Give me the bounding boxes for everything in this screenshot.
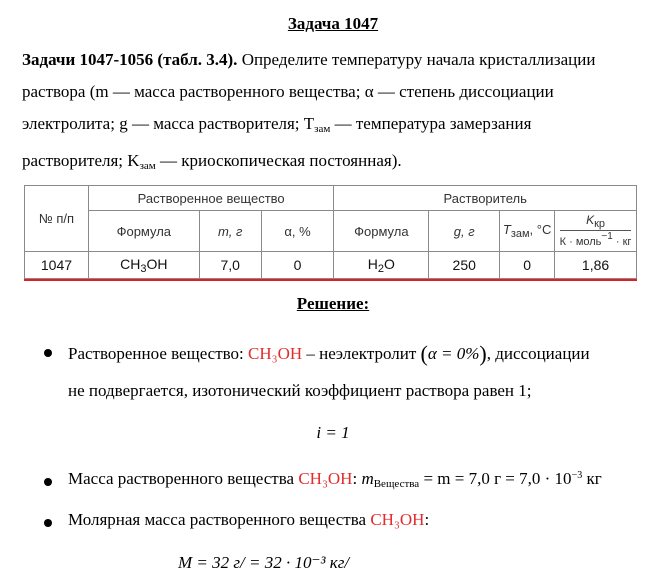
exponent: −3 [571,470,583,481]
task-ref: Задачи 1047-1056 (табл. 3.4). [22,50,238,69]
k-sub: кр [594,218,606,230]
unit: кг [582,469,602,488]
k-den-exp: −1 [601,231,613,242]
data-table [24,185,637,279]
text: : [352,469,362,488]
alpha-formula: α = 0% [427,344,480,363]
bullet-icon [44,478,52,486]
statement-line-4-rest: — криоскопическая постоянная). [155,151,402,170]
formula-sub: 3 [140,262,147,275]
red-underline [24,279,637,281]
bullet-icon [44,519,52,527]
mass-equation: = m = 7,0 г = 7,0 · 10 [419,469,572,488]
highlighted-formula: CH₃OH [370,510,425,529]
mass-symbol: m [361,469,374,488]
cell-no: 1047 [25,252,89,279]
header-formula: Формула [88,211,199,252]
statement-line-4-sub: зам [139,160,156,172]
formula-part: O [384,255,395,272]
statement-line-4: растворителя; K [22,151,140,170]
text: Масса растворенного вещества [68,469,299,488]
cell-mass: 7,0 [199,252,261,279]
k-den-rest: · кг [612,236,632,248]
bullet-3-line [68,510,644,530]
statement-line-1: Определите температуру начала кристаллизации [237,50,596,69]
header-no: № п/п [25,186,89,252]
cell-formula [88,252,199,279]
task-title: Задача 1047 [287,14,379,33]
cell-t-freeze: 0 [500,252,555,279]
formula-part: OH [146,255,168,272]
text: , диссоциации [486,344,590,363]
statement-line-3: электролита; g — масса растворителя; T [22,114,315,133]
header-alpha: α, % [261,211,334,252]
table-row [25,252,637,279]
cell-alpha: 0 [261,252,334,279]
statement-line-3-rest: — температура замерзания [330,114,532,133]
bullet-icon [44,349,52,357]
text: Молярная масса растворенного вещества [68,510,371,529]
header-solvent-formula: Формула [334,211,429,252]
bullet-1-line-2: не подвергается, изотонический коэффициент раствора равен 1; [68,381,532,400]
t-unit: , °С [529,222,552,237]
cell-solvent [334,252,429,279]
header-t-freeze [500,211,555,252]
header-k-cryo [555,211,637,252]
statement-line-3-sub: зам [314,123,331,135]
header-solute-group: Растворенное вещество [88,186,334,211]
cell-solvent-mass: 250 [429,252,500,279]
k-symbol: K [586,213,595,227]
header-mass: m, г [199,211,261,252]
formula-part: CH [120,255,141,272]
formula-sub: 2 [377,262,385,275]
task-statement [22,44,644,182]
text: Растворенное вещество: [68,344,249,363]
mass-sub: Вещества [373,478,420,490]
statement-line-2: раствора (m — масса растворенного вещества; α — степень диссоциации [22,82,554,101]
header-solvent-group: Растворитель [334,186,637,211]
t-sub: зам [510,228,530,240]
t-symbol: T [502,222,511,237]
bullet-2-line [68,469,644,490]
text: : [424,510,430,529]
isotonic-equation: i = 1 [316,423,350,442]
cell-k-cryo: 1,86 [555,252,637,279]
text: – неэлектролит [302,344,421,363]
molar-mass-formula-cut: M = 32 г/ = 32 · 10⁻³ кг/ [178,553,350,572]
k-den: К · моль [559,236,602,248]
highlighted-formula: CH₃OH [298,469,353,488]
bullet-1-line-1: Растворенное вещество: CH₃OH – неэлектролит (α = 0%), диссоциации [68,341,590,366]
formula-part: H [367,255,378,272]
solution-title: Решение: [296,294,370,313]
header-solvent-mass: g, г [429,211,500,252]
highlighted-formula: CH₃OH [248,344,303,363]
